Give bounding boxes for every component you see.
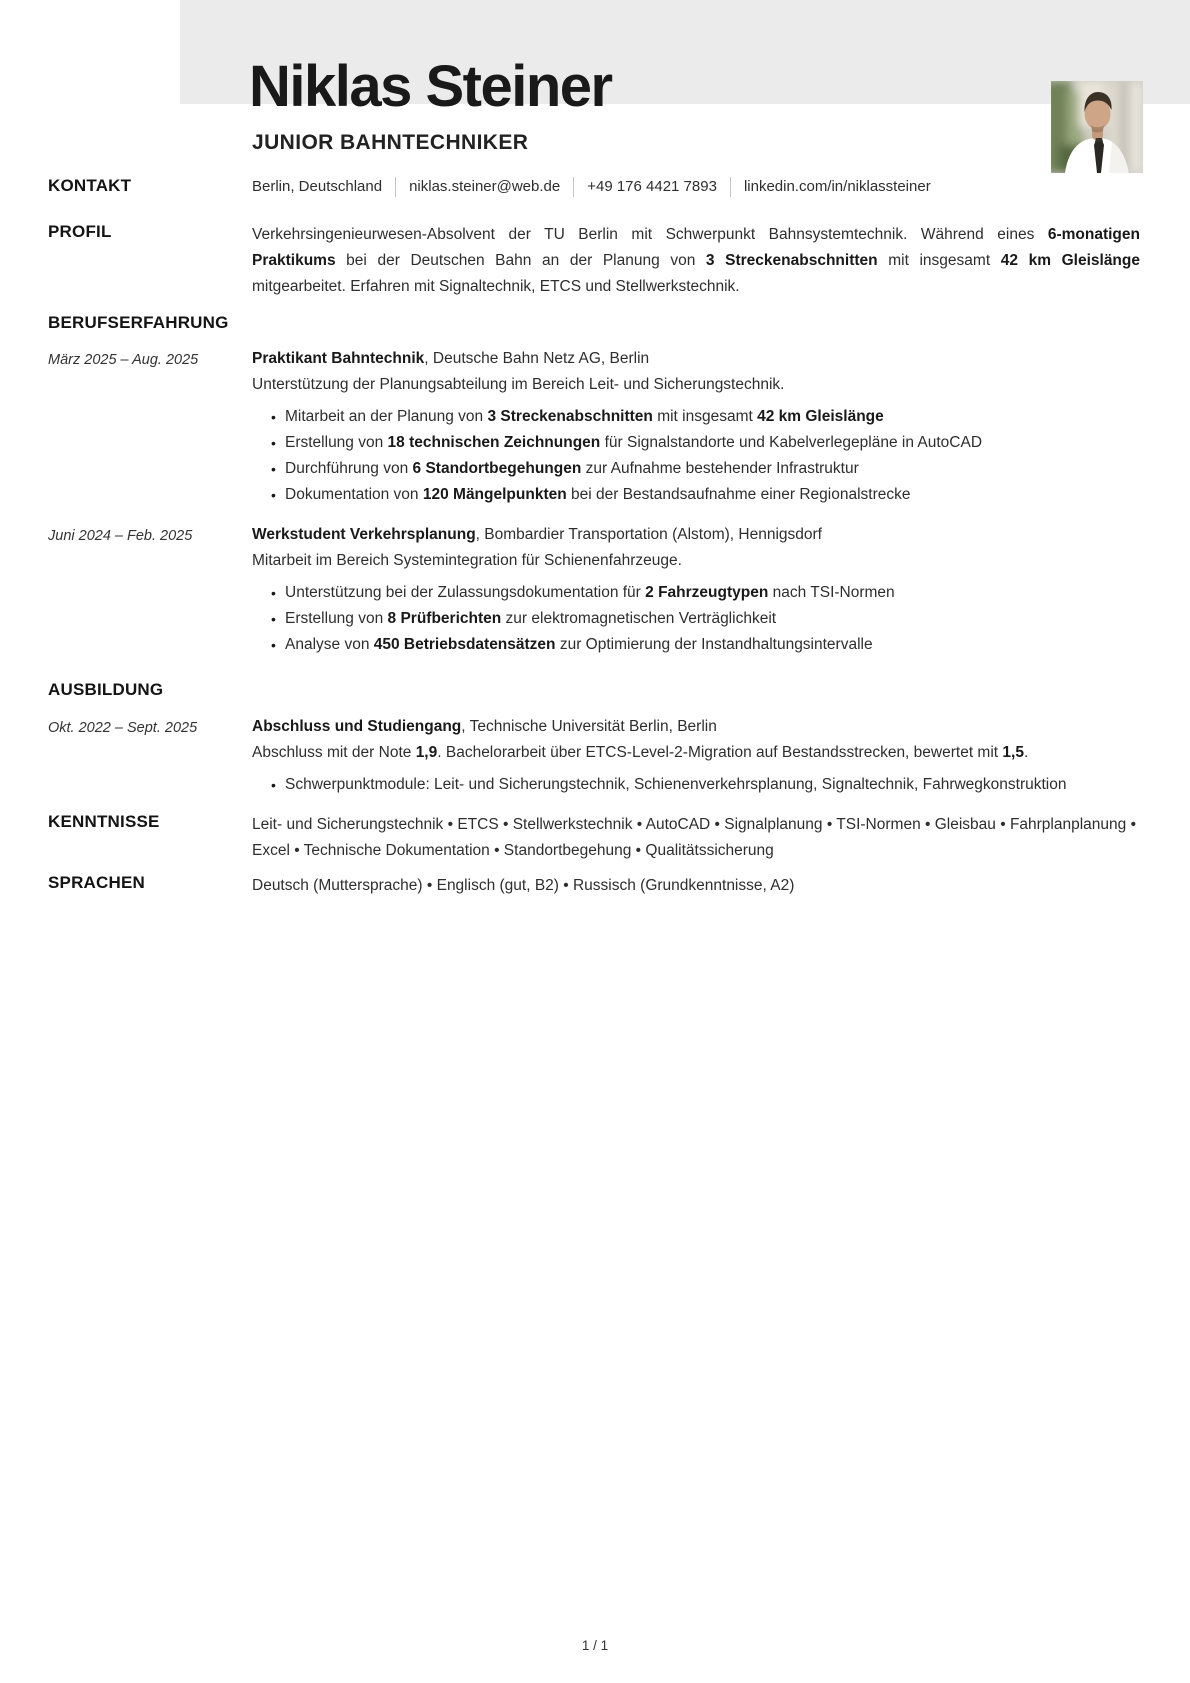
bullet-item: • Mitarbeit an der Planung von 3 Streckenabschnitten mit insgesamt 42 km Gleislänge — [252, 404, 1140, 430]
bullet-item: • Unterstützung bei der Zulassungsdokumentation für 2 Fahrzeugtypen nach TSI-Normen — [252, 580, 1140, 606]
bullet-item: • Erstellung von 8 Prüfberichten zur elektromagnetischen Verträglichkeit — [252, 606, 1140, 632]
job-2-details — [252, 522, 1140, 658]
section-profil — [48, 222, 1140, 300]
section-label-kontakt: KONTAKT — [48, 176, 132, 195]
profil-text: Verkehrsingenieurwesen-Absolvent der TU Berlin mit Schwerpunkt Bahnsystemtechnik. Während eines 6-monatigen Praktikums bei der Deutschen Bahn an der Planung von 3 Streckenabschnitten mit insgesamt 42 km Gleislänge mitgearbeitet. Erfahren mit Signaltechnik, ETCS und Stellwerkstechnik. — [252, 226, 1140, 295]
section-kontakt — [48, 176, 1140, 197]
section-label-berufserfahrung: BERUFSERFAHRUNG — [48, 313, 229, 332]
job-entry-1 — [48, 346, 1140, 508]
job-1-date: März 2025 – Aug. 2025 — [48, 352, 199, 368]
job-2-date: Juni 2024 – Feb. 2025 — [48, 528, 193, 544]
education-description: Abschluss mit der Note 1,9. Bachelorarbeit über ETCS-Level-2-Migration auf Bestandsstrecken, bewertet mit 1,5. — [252, 744, 1029, 761]
profile-photo-illustration — [1051, 81, 1143, 173]
bullet-item: • Analyse von 450 Betriebsdatensätzen zur Optimierung der Instandhaltungsintervalle — [252, 632, 1140, 658]
job-2-title: Werkstudent Verkehrsplanung, Bombardier Transportation (Alstom), Hennigsdorf — [252, 526, 822, 543]
contact-linkedin[interactable]: linkedin.com/in/niklassteiner — [743, 178, 931, 195]
section-heading-berufserfahrung — [48, 313, 1140, 333]
section-label-profil: PROFIL — [48, 222, 112, 241]
contact-phone: +49 176 4421 7893 — [587, 178, 717, 195]
job-2-subtitle: Mitarbeit im Bereich Systemintegration für Schienenfahrzeuge. — [252, 552, 682, 569]
section-heading-ausbildung — [48, 680, 1140, 700]
job-1-title: Praktikant Bahntechnik, Deutsche Bahn Netz AG, Berlin — [252, 350, 650, 367]
section-label-sprachen: SPRACHEN — [48, 873, 146, 892]
contact-divider — [395, 177, 396, 197]
candidate-role: JUNIOR BAHNTECHNIKER — [252, 131, 529, 154]
profile-photo — [1051, 81, 1143, 173]
education-bullets — [252, 772, 1140, 798]
job-1-details — [252, 346, 1140, 508]
education-date: Okt. 2022 – Sept. 2025 — [48, 720, 198, 736]
education-entry — [48, 714, 1140, 798]
skills-list: Leit- und Sicherungstechnik • ETCS • Stellwerkstechnik • AutoCAD • Signalplanung • TSI-Normen • Gleisbau • Fahrplanplanung • Excel • Technische Dokumentation • Standortbegehung • Qualitätssicherung — [252, 816, 1137, 859]
candidate-name: Niklas Steiner — [249, 54, 612, 119]
bullet-item: • Erstellung von 18 technischen Zeichnungen für Signalstandorte und Kabelverlegepläne in AutoCAD — [252, 430, 1140, 456]
contact-email[interactable]: niklas.steiner@web.de — [409, 178, 561, 195]
section-sprachen — [48, 873, 1140, 899]
education-details — [252, 714, 1140, 798]
bullet-item: • Schwerpunktmodule: Leit- und Sicherungstechnik, Schienenverkehrsplanung, Signaltechnik, Fahrwegkonstruktion — [252, 772, 1140, 798]
job-1-subtitle: Unterstützung der Planungsabteilung im Bereich Leit- und Sicherungstechnik. — [252, 376, 785, 393]
page-indicator: 1 / 1 — [581, 1638, 609, 1653]
section-label-kenntnisse: KENNTNISSE — [48, 812, 160, 831]
section-kenntnisse — [48, 812, 1140, 864]
resume-body — [48, 176, 1140, 899]
contact-divider — [730, 177, 731, 197]
bullet-item: • Dokumentation von 120 Mängelpunkten bei der Bestandsaufnahme einer Regionalstrecke — [252, 482, 1140, 508]
section-label-ausbildung: AUSBILDUNG — [48, 680, 164, 699]
job-1-bullets — [252, 404, 1140, 508]
job-2-bullets — [252, 580, 1140, 658]
bullet-item: • Durchführung von 6 Standortbegehungen zur Aufnahme bestehender Infrastruktur — [252, 456, 1140, 482]
languages-list: Deutsch (Muttersprache) • Englisch (gut, B2) • Russisch (Grundkenntnisse, A2) — [252, 877, 795, 894]
contact-location: Berlin, Deutschland — [252, 178, 383, 195]
education-title: Abschluss und Studiengang, Technische Universität Berlin, Berlin — [252, 718, 717, 735]
contact-divider — [573, 177, 574, 197]
contact-line — [252, 176, 1140, 197]
job-entry-2 — [48, 522, 1140, 658]
